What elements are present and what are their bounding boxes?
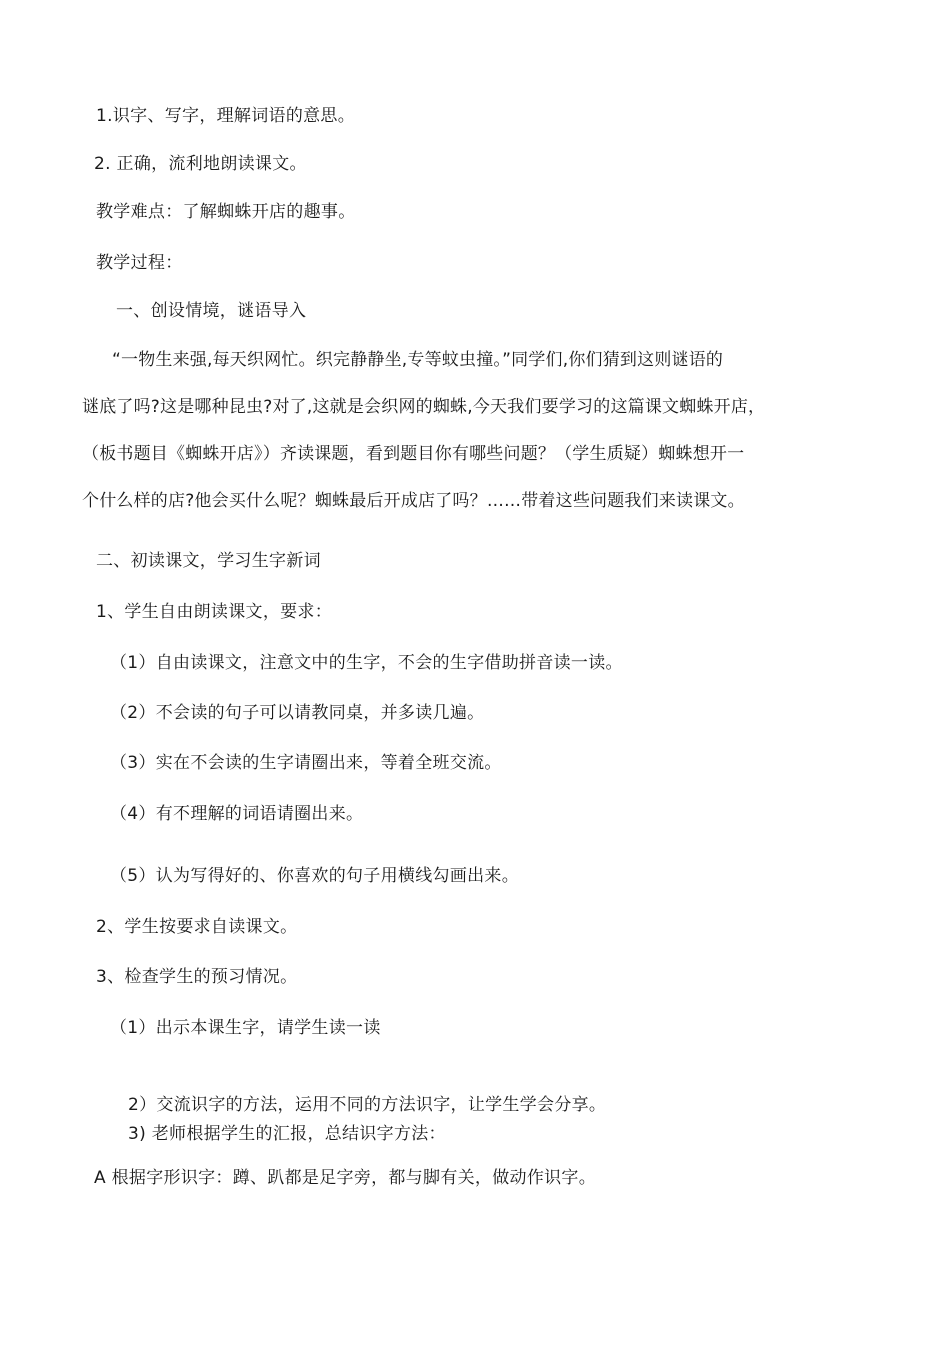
paragraph-line: 个什么样的店?他会买什么呢？蜘蛛最后开成店了吗？……带着这些问题我们来读课文。 (82, 491, 745, 511)
check-item-1: （1）出示本课生字，请学生读一读 (110, 1018, 381, 1038)
check-item-2: 2）交流识字的方法，运用不同的方法识字，让学生学会分享。 (128, 1095, 607, 1115)
section-2-heading: 二、初读课文，学习生字新词 (96, 551, 321, 571)
step-2: 2、学生按要求自读课文。 (96, 917, 298, 937)
teaching-process-heading: 教学过程： (96, 253, 183, 273)
requirement-3: （3）实在不会读的生字请圈出来，等着全班交流。 (110, 753, 502, 773)
paragraph-line: （板书题目《蜘蛛开店》）齐读课题，看到题目你有哪些问题？（学生质疑）蜘蛛想开一 (82, 444, 745, 464)
section-1-paragraph (82, 348, 872, 536)
objective-2: 2. 正确，流利地朗读课文。 (94, 154, 307, 174)
requirement-4: （4）有不理解的词语请圈出来。 (110, 804, 364, 824)
requirement-5: （5）认为写得好的、你喜欢的句子用横线勾画出来。 (110, 866, 520, 886)
objective-1: 1.识字、写字，理解词语的意思。 (96, 106, 356, 126)
paragraph-line: 谜底了吗?这是哪种昆虫?对了,这就是会织网的蜘蛛,今天我们要学习的这篇课文蜘蛛开店， (82, 397, 766, 417)
requirement-2: （2）不会读的句子可以请教同桌，并多读几遍。 (110, 703, 485, 723)
requirement-1: （1）自由读课文，注意文中的生字，不会的生字借助拼音读一读。 (110, 653, 623, 673)
paragraph-line: “一物生来强,每天织网忙。织完静静坐,专等蚊虫撞。”同学们,你们猜到这则谜语的 (112, 350, 724, 370)
step-3: 3、检查学生的预习情况。 (96, 967, 298, 987)
step-1: 1、学生自由朗读课文，要求： (96, 602, 333, 622)
check-item-3: 3) 老师根据学生的汇报，总结识字方法： (128, 1124, 446, 1144)
method-a: A 根据字形识字：蹲、趴都是足字旁，都与脚有关，做动作识字。 (94, 1168, 597, 1188)
section-1-heading: 一、创设情境，谜语导入 (116, 301, 307, 321)
teaching-difficulty: 教学难点：了解蜘蛛开店的趣事。 (96, 202, 356, 222)
